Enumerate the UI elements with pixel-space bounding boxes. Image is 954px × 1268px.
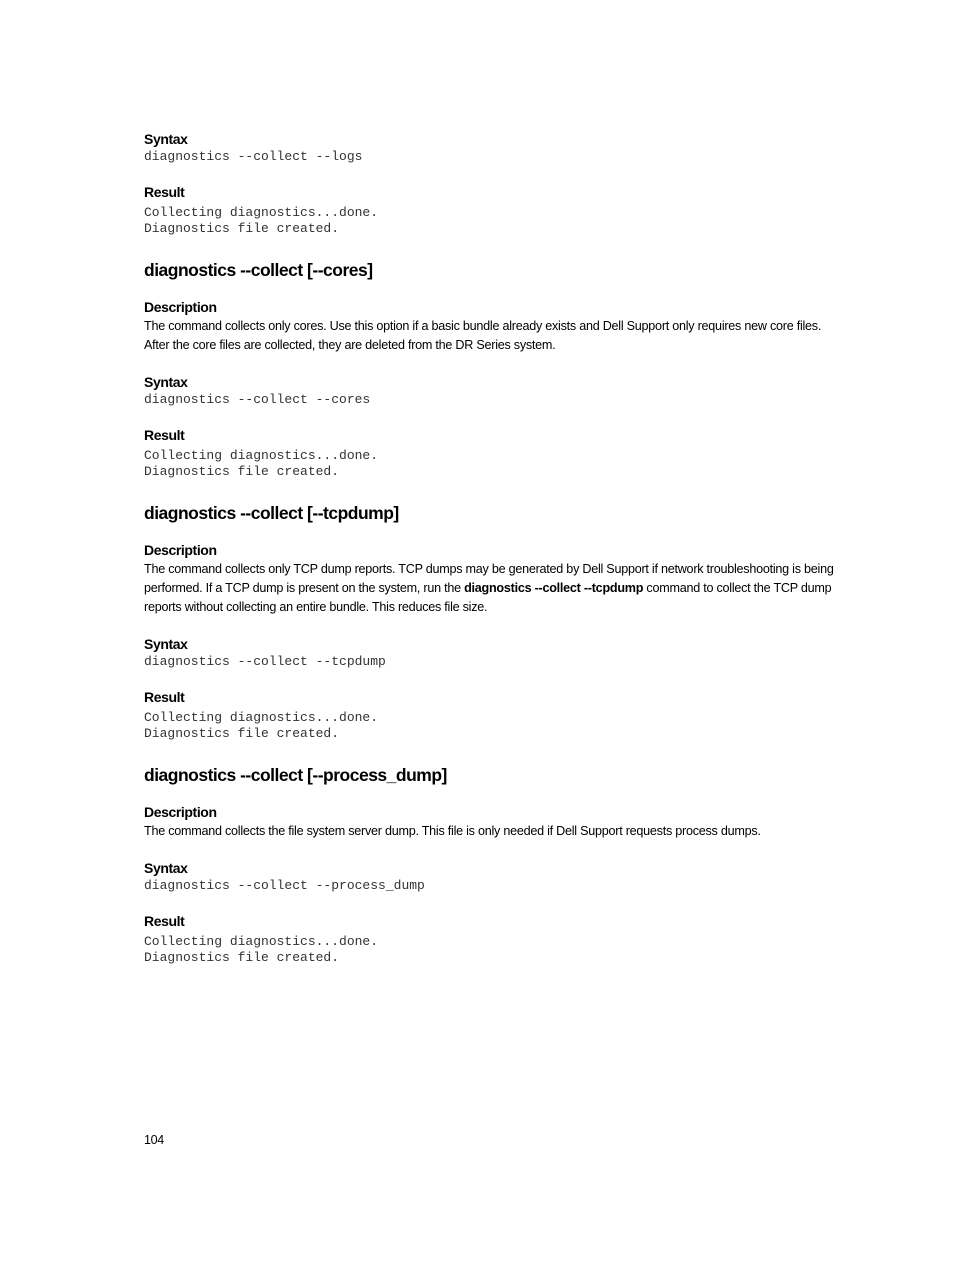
result-label: Result <box>144 184 185 200</box>
syntax-label: Syntax <box>144 860 188 876</box>
result-code-process-dump: Collecting diagnostics...done. Diagnostics file created. <box>144 934 379 965</box>
heading-tcpdump: diagnostics --collect [--tcpdump] <box>144 503 399 523</box>
syntax-label: Syntax <box>144 636 188 652</box>
description-label: Description <box>144 804 217 820</box>
page-content <box>144 130 839 966</box>
description-tcpdump <box>144 560 839 617</box>
syntax-label: Syntax <box>144 374 188 390</box>
heading-process-dump: diagnostics --collect [--process_dump] <box>144 765 447 785</box>
result-label: Result <box>144 913 185 929</box>
page-number: 104 <box>144 1133 164 1147</box>
result-label: Result <box>144 427 185 443</box>
syntax-label: Syntax <box>144 131 188 147</box>
heading-cores: diagnostics --collect [--cores] <box>144 260 373 280</box>
result-code-tcpdump: Collecting diagnostics...done. Diagnostics file created. <box>144 710 379 741</box>
result-code-cores: Collecting diagnostics...done. Diagnostics file created. <box>144 448 379 479</box>
result-code-logs: Collecting diagnostics...done. Diagnostics file created. <box>144 205 379 236</box>
description-text: The command collects only TCP dump reports. TCP dumps may be generated by Dell Support if network troubleshooting is being performed. If a TCP dump is present on the system, run the <box>144 562 834 595</box>
syntax-code-process-dump: diagnostics --collect --process_dump <box>144 878 425 893</box>
description-text: command to collect the TCP dump reports without collecting an entire bundle. This reduces file size. <box>144 581 832 614</box>
syntax-code-logs: diagnostics --collect --logs <box>144 149 363 164</box>
description-label: Description <box>144 542 217 558</box>
description-cores: The command collects only cores. Use this option if a basic bundle already exists and Dell Support only requires new core files. After the core files are collected, they are deleted from the DR Series system. <box>144 319 822 352</box>
syntax-code-cores: diagnostics --collect --cores <box>144 392 371 407</box>
result-label: Result <box>144 689 185 705</box>
description-process-dump: The command collects the file system server dump. This file is only needed if Dell Support requests process dumps. <box>144 824 761 838</box>
syntax-code-tcpdump: diagnostics --collect --tcpdump <box>144 654 386 669</box>
inline-command: diagnostics --collect --tcpdump <box>464 581 644 595</box>
description-label: Description <box>144 299 217 315</box>
